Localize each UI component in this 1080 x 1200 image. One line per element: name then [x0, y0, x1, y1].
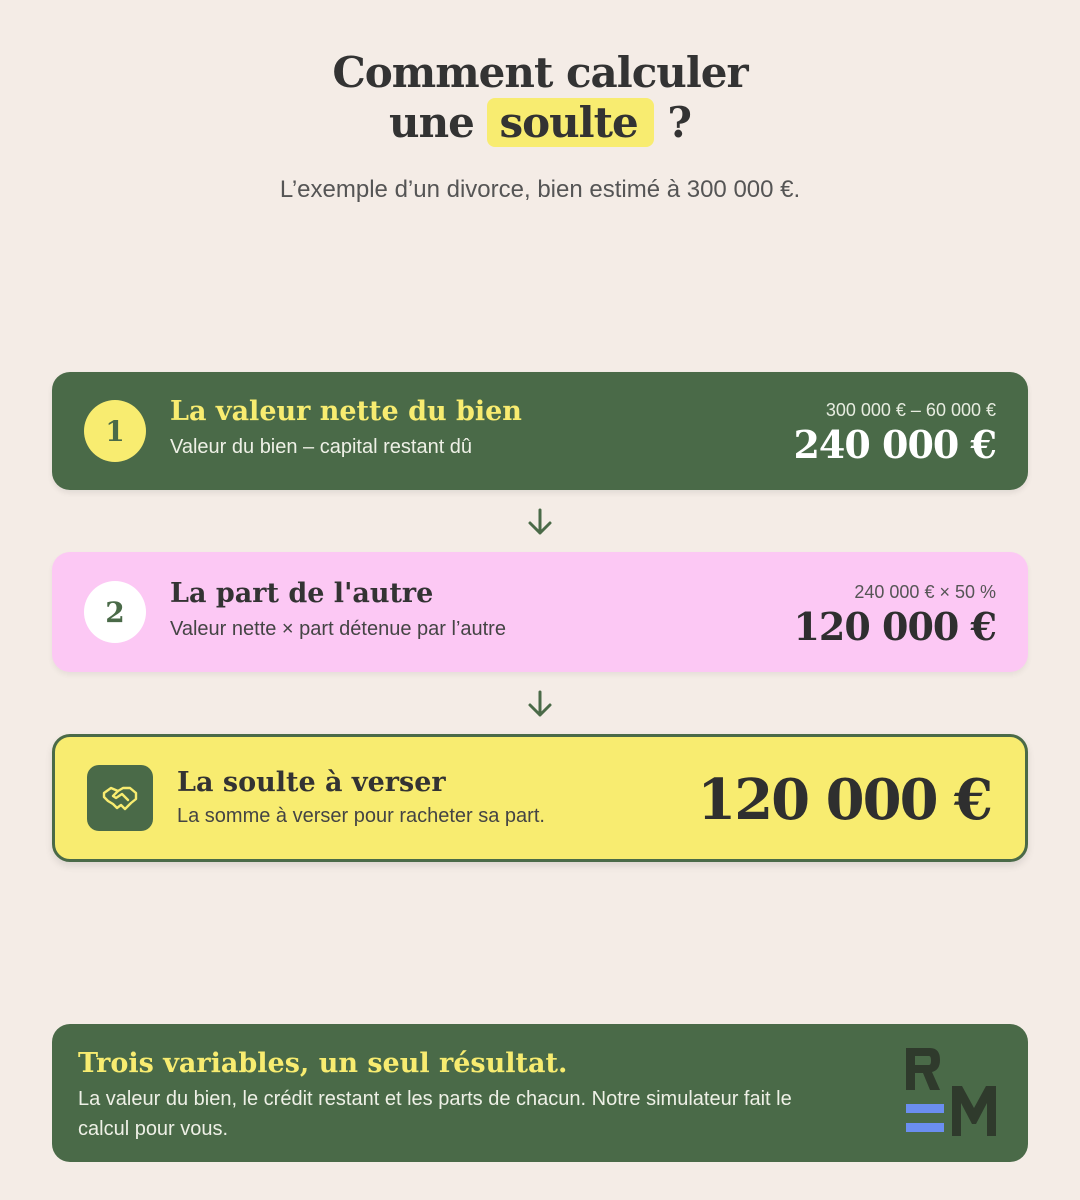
page-title: [0, 48, 1080, 148]
rm-logo: [904, 1046, 1000, 1140]
step-number-badge: 2: [84, 581, 146, 643]
step-title: La valeur nette du bien: [170, 396, 522, 427]
title-line-1: Comment calculer: [332, 48, 748, 97]
result-title: La soulte à verser: [177, 767, 446, 798]
step-formula: 240 000 € × 50 %: [854, 582, 996, 602]
step-card-net-value: [52, 372, 1028, 490]
title-line-2-post: ?: [667, 98, 691, 147]
step-description: Valeur du bien – capital restant dû: [170, 436, 473, 458]
footer-description: La valeur du bien, le crédit restant et les parts de chacun. Notre simulateur fait le calcul pour vous.: [78, 1088, 792, 1140]
footer-banner: [52, 1024, 1028, 1162]
step-description: Valeur nette × part détenue par l’autre: [170, 618, 506, 640]
title-highlight: soulte: [487, 98, 653, 147]
step-formula: 300 000 € – 60 000 €: [825, 400, 996, 420]
step-card-other-share: [52, 552, 1028, 672]
step-title: La part de l'autre: [170, 578, 434, 609]
footer-title: Trois variables, un seul résultat.: [78, 1048, 568, 1079]
title-line-2-pre: une: [389, 98, 474, 147]
step-amount: 120 000 €: [793, 604, 996, 649]
result-card-soulte: [52, 734, 1028, 862]
subtitle: L’exemple d’un divorce, bien estimé à 300 000 €.: [279, 176, 801, 203]
arrow-down-icon: [526, 689, 554, 719]
step-number-badge: 1: [84, 400, 146, 462]
result-description: La somme à verser pour racheter sa part.: [177, 805, 545, 827]
result-amount: 120 000 €: [697, 767, 991, 833]
arrow-down-icon: [526, 507, 554, 537]
handshake-icon: [87, 765, 153, 831]
step-amount: 240 000 €: [793, 422, 996, 467]
